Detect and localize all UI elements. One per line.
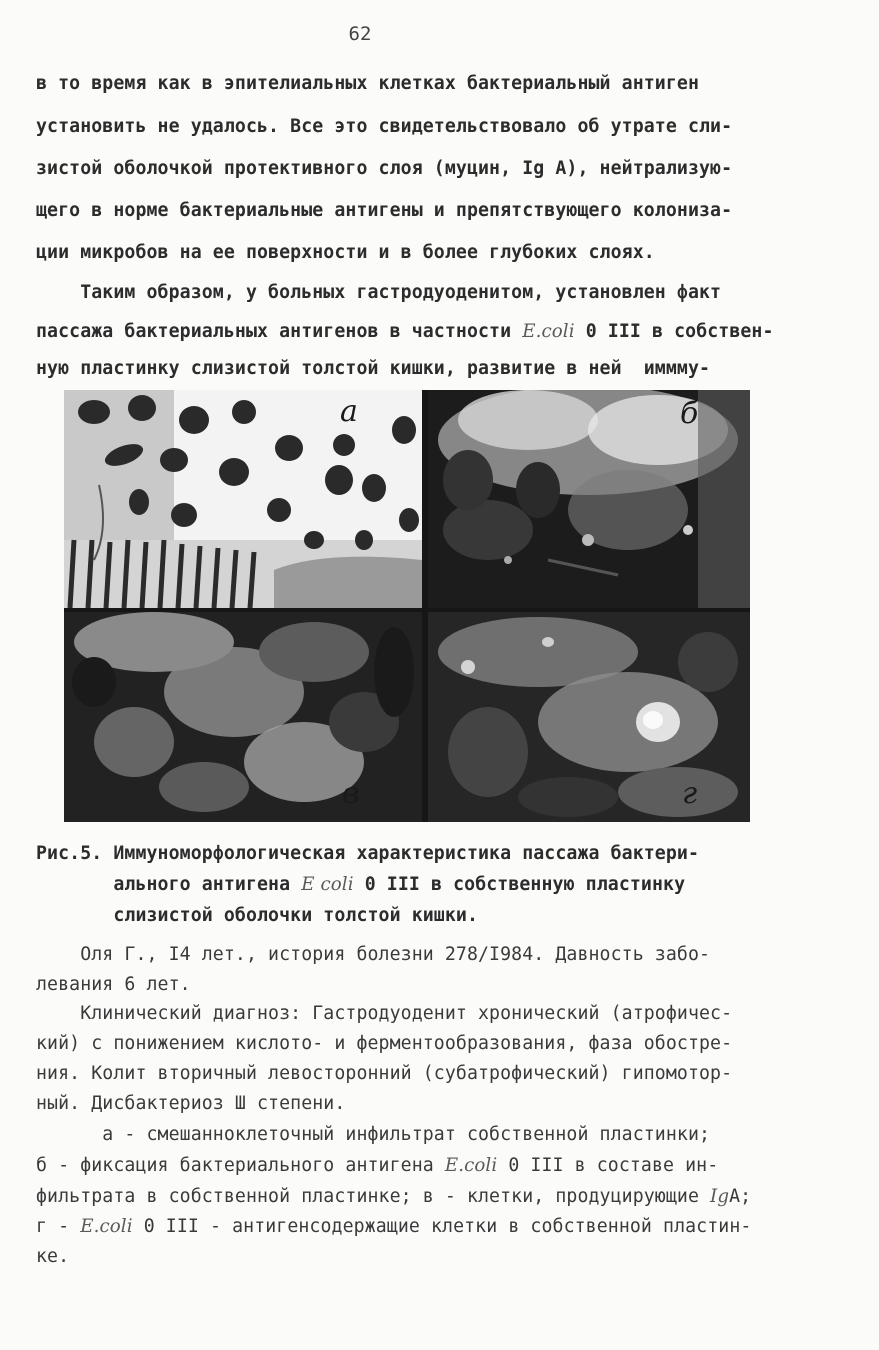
legend-line: ке.	[36, 1246, 70, 1267]
micrograph-panel-a	[64, 390, 422, 608]
text-segment: 0 III в собственную пластинку	[353, 874, 686, 895]
legend-line: а - смешанноклеточный инфильтрат собственной пластинки;	[36, 1124, 711, 1145]
handwritten-organism-name: E.coli	[444, 1155, 498, 1176]
text-line: левания 6 лет.	[36, 974, 191, 995]
micrograph-image	[428, 612, 750, 822]
text-line: Оля Г., I4 лет., история болезни 278/I984. Давность забо-	[36, 944, 711, 965]
text-line: Клинический диагноз: Гастродуоденит хронический (атрофичес-	[36, 1003, 733, 1024]
text-line: в то время как в эпителиальных клетках бактериальный антиген	[36, 73, 699, 94]
text-segment: 0 III в собствен-	[574, 321, 774, 342]
micrograph-image	[64, 390, 422, 608]
text-line	[36, 321, 774, 342]
text-line: кий) с понижением кислото- и ферментообразования, фаза обостре-	[36, 1033, 733, 1054]
micrograph-image	[64, 612, 422, 822]
legend-line	[36, 1155, 718, 1176]
legend-line	[36, 1216, 751, 1237]
text-segment: A;	[729, 1186, 752, 1207]
caption-line	[36, 874, 685, 895]
text-line: ции микробов на ее поверхности и в более глубоких слоях.	[36, 242, 655, 263]
micrograph-panel-c	[64, 612, 422, 822]
handwritten-organism-name: E coli	[301, 874, 354, 895]
micrograph-figure	[64, 390, 750, 822]
handwritten-organism-name: E.coli	[522, 321, 575, 342]
text-line: установить не удалось. Все это свидетельствовало об утрате сли-	[36, 116, 733, 137]
caption-line: слизистой оболочки толстой кишки.	[36, 905, 478, 926]
text-segment: г -	[36, 1216, 81, 1237]
text-segment: 0 III - антигенсодержащие клетки в собственной пластин-	[132, 1216, 752, 1237]
panel-label-d: г	[682, 776, 698, 811]
panel-label-a: а	[340, 394, 358, 429]
caption-line: Рис.5. Иммуноморфологическая характеристика пассажа бактери-	[36, 843, 699, 864]
text-line: зистой оболочкой протективного слоя (муцин, Ig A), нейтрализую-	[36, 158, 733, 179]
micrograph-image	[428, 390, 750, 608]
text-segment: пассажа бактериальных антигенов в частности	[36, 321, 523, 342]
handwritten-immunoglobulin: Ig	[710, 1186, 730, 1207]
page-number: 62	[348, 23, 372, 45]
handwritten-organism-name: E.coli	[80, 1216, 133, 1237]
legend-line	[36, 1186, 751, 1207]
text-line: ный. Дисбактериоз Ш степени.	[36, 1093, 346, 1114]
text-segment: 0 III в составе ин-	[497, 1155, 719, 1176]
panel-label-b: б	[680, 396, 699, 431]
micrograph-panel-b	[428, 390, 750, 608]
text-segment: ального антигена	[36, 874, 302, 895]
text-line: ния. Колит вторичный левосторонний (субатрофический) гипомотор-	[36, 1063, 733, 1084]
text-segment: фильтрата в собственной пластинке; в - клетки, продуцирующие	[36, 1186, 711, 1207]
text-line: щего в норме бактериальные антигены и препятствующего колониза-	[36, 200, 733, 221]
micrograph-panel-d	[428, 612, 750, 822]
text-segment: б - фиксация бактериального антигена	[36, 1155, 445, 1176]
text-line: ную пластинку слизистой толстой кишки, развитие в ней иммму-	[36, 358, 711, 379]
text-line: Таким образом, у больных гастродуоденитом, установлен факт	[36, 282, 722, 303]
panel-label-c: в	[342, 776, 360, 811]
